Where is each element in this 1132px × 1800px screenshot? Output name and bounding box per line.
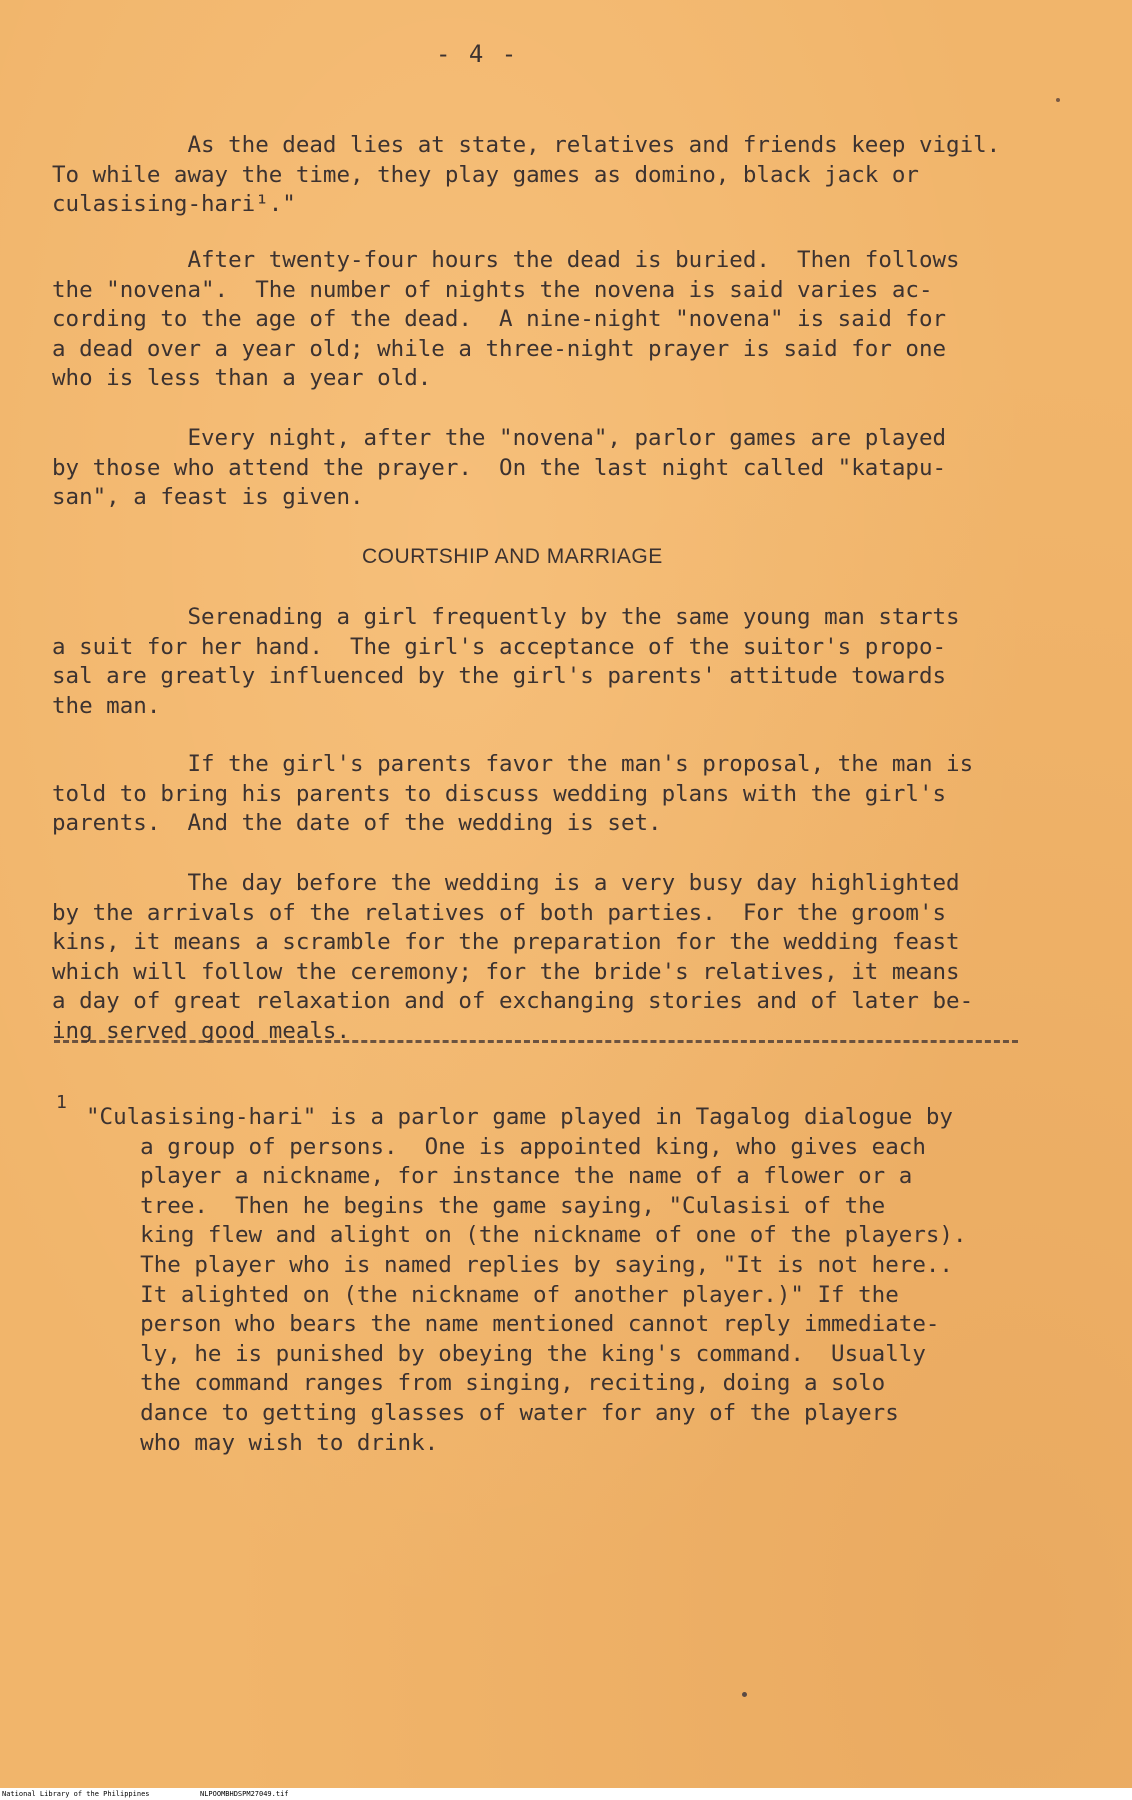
scan-footer	[0, 1788, 1132, 1800]
footer-file-id: NLPOOMBHDSPM27049.tif	[200, 1790, 289, 1798]
footnote-separator	[54, 1040, 1018, 1043]
paragraph-proposal: If the girl's parents favor the man's proposal, the man is told to bring his parents to discuss wedding plans with the girl's parents. And the date of the wedding is set.	[52, 751, 974, 836]
section-heading: COURTSHIP AND MARRIAGE	[362, 545, 663, 568]
paper-speck-bottom	[742, 1692, 747, 1697]
page-number: - 4 -	[436, 40, 519, 68]
paragraph-wedding-eve: The day before the wedding is a very busy day highlighted by the arrivals of the relatives of both parties. For the groom's kins, it means a scramble for the preparation for the wedding feast which will follow the ceremony; for the bride's relatives, it means a day of great relaxation and of exchanging stories and of later be- ing served good meals.	[52, 870, 974, 1044]
footnote-marker: 1	[56, 1092, 67, 1113]
paper-speck	[1056, 98, 1060, 102]
footer-library-name: National Library of the Philippines	[2, 1790, 150, 1798]
footnote-text: "Culasising-hari" is a parlor game played in Tagalog dialogue by a group of persons. One is appointed king, who gives each player a nickname, for instance the name of a flower or a tree. Then he begins the game saying, "Culasisi of the king flew and alight on (the nickname of one of the players). The player who is named replies by saying, "It is not here.. It alighted on (the nickname of another player.)" If the person who bears the name mentioned cannot reply immediate- ly, he is punished by obeying the king's command. Usually the command ranges from singing, reciting, doing a solo dance to getting glasses of water for any of the players who may wish to drink.	[86, 1104, 967, 1456]
paragraph-parlor-games: Every night, after the "novena", parlor games are played by those who attend the prayer. On the last night called "katapu- san", a feast is given.	[52, 425, 947, 510]
paragraph-serenading: Serenading a girl frequently by the same young man starts a suit for her hand. The girl's acceptance of the suitor's propo- sal are greatly influenced by the girl's parents' attitude towards the man.	[52, 604, 960, 719]
paragraph-novena: After twenty-four hours the dead is buried. Then follows the "novena". The number of nights the novena is said varies ac- cording to the age of the dead. A nine-night "novena" is said for a dead over a year old; while a three-night prayer is said for one who is less than a year old.	[52, 247, 960, 391]
paragraph-vigil: As the dead lies at state, relatives and friends keep vigil. To while away the time, they play games as domino, black jack or culasising-hari¹."	[52, 132, 1001, 217]
